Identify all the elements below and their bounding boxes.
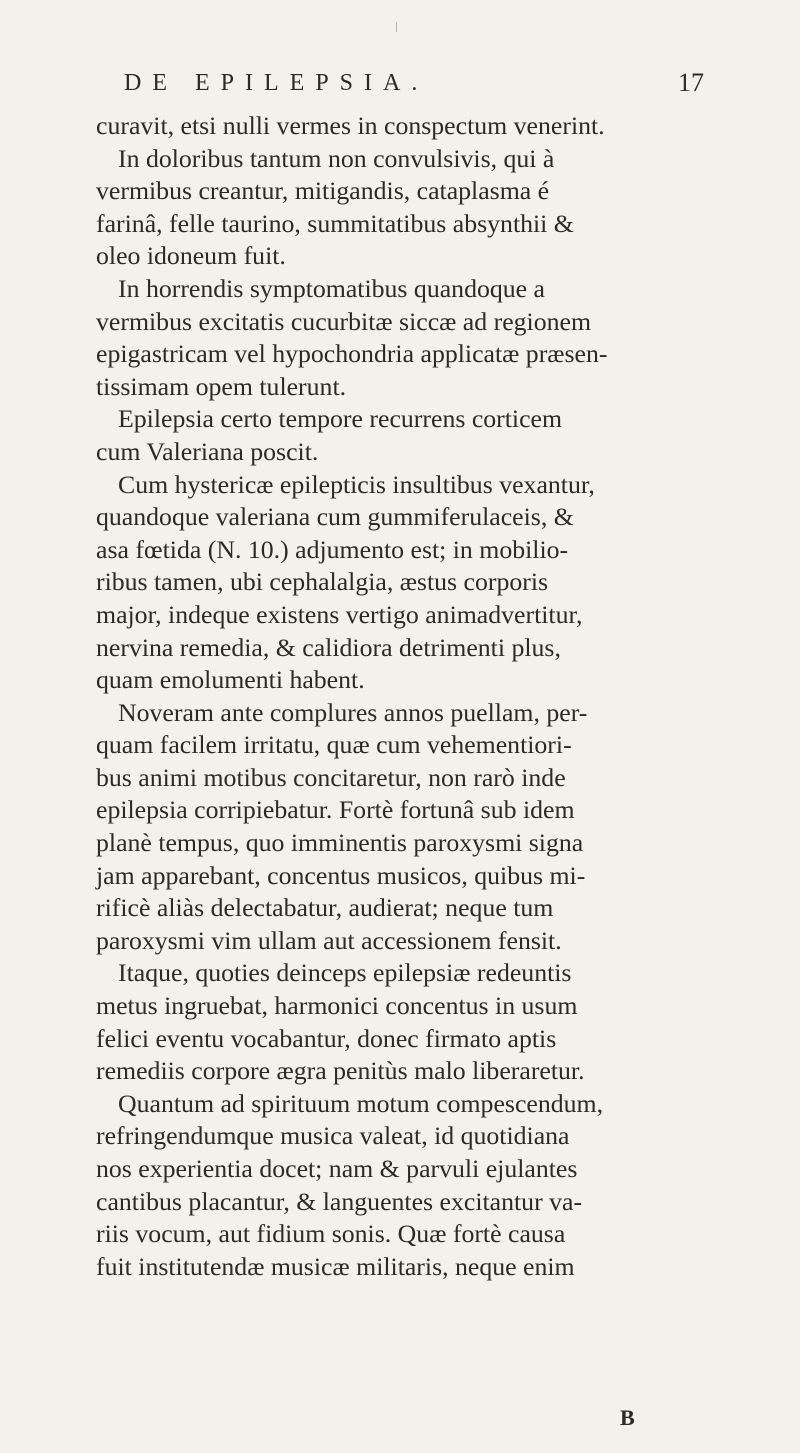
text-line: quandoque valeriana cum gummiferulaceis, & — [96, 502, 574, 532]
text-line: Itaque, quoties deinceps epilepsiæ redeuntis — [118, 958, 572, 988]
text-line: jam apparebant, concentus musicos, quibus mi- — [96, 860, 586, 890]
text-line: quam facilem irritatu, quæ cum vehementiori- — [96, 730, 572, 760]
text-line: planè tempus, quo imminentis paroxysmi signa — [96, 828, 584, 858]
text-line: fuit institutendæ musicæ militaris, neque enim — [96, 1251, 575, 1281]
text-line: curavit, etsi nulli vermes in conspectum venerint. — [96, 111, 605, 140]
text-line: epigastricam vel hypochondria applicatæ præsen- — [96, 339, 608, 369]
text-line: vermibus excitatis cucurbitæ siccæ ad regionem — [96, 306, 592, 336]
text-line: cantibus placantur, & languentes excitantur va- — [96, 1186, 583, 1216]
catchword: B — [620, 1405, 635, 1430]
text-line: vermibus creantur, mitigandis, cataplasma é — [96, 176, 550, 206]
text-line: epilepsia corripiebatur. Fortè fortunâ sub idem — [96, 795, 575, 825]
page-number: 17 — [678, 68, 704, 97]
text-line: tissimam opem tulerunt. — [96, 371, 347, 401]
text-line: Quantum ad spirituum motum compescendum, — [118, 1088, 604, 1118]
text-line: felici eventu vocabantur, donec firmato aptis — [96, 1023, 557, 1053]
text-line: In horrendis symptomatibus quandoque a — [118, 273, 546, 303]
text-line: farinâ, felle taurino, summitatibus absynthii & — [96, 208, 574, 238]
text-line: Cum hystericæ epilepticis insultibus vexantur, — [118, 469, 595, 499]
text-line: paroxysmi vim ullam aut accessionem fensit. — [96, 925, 562, 955]
running-title: DE EPILEPSIA. — [124, 70, 429, 96]
text-line: nervina remedia, & calidiora detrimenti plus, — [96, 632, 561, 662]
text-line: quam emolumenti habent. — [96, 665, 365, 695]
text-line: Epilepsia certo tempore recurrens corticem — [118, 404, 563, 434]
text-line: metus ingruebat, harmonici concentus in usum — [96, 991, 578, 1021]
text-line: major, indeque existens vertigo animadvertitur, — [96, 599, 583, 629]
text-line: nos experientia docet; nam & parvuli ejulantes — [96, 1154, 578, 1183]
text-line: remediis corpore ægra penitùs malo liberaretur. — [96, 1056, 585, 1086]
text-line: ribus tamen, ubi cephalalgia, æstus corporis — [96, 567, 549, 597]
running-header — [118, 68, 704, 104]
text-line: refringendumque musica valeat, id quotidiana — [96, 1121, 570, 1151]
text-line: oleo idoneum fuit. — [96, 241, 286, 271]
text-line: asa fœtida (N. 10.) adjumento est; in mobilio- — [96, 534, 569, 564]
text-line: Noveram ante complures annos puellam, per- — [118, 697, 588, 727]
text-line: cum Valeriana poscit. — [96, 436, 319, 466]
text-line: In doloribus tantum non convulsivis, qui à — [118, 143, 555, 173]
body-text — [96, 110, 706, 1283]
text-line: riis vocum, aut fidium sonis. Quæ fortè causa — [96, 1219, 566, 1249]
stray-mark — [396, 22, 403, 32]
text-line: rificè aliàs delectabatur, audierat; neque tum — [96, 893, 554, 923]
text-line: bus animi motibus concitaretur, non rarò inde — [96, 762, 566, 792]
